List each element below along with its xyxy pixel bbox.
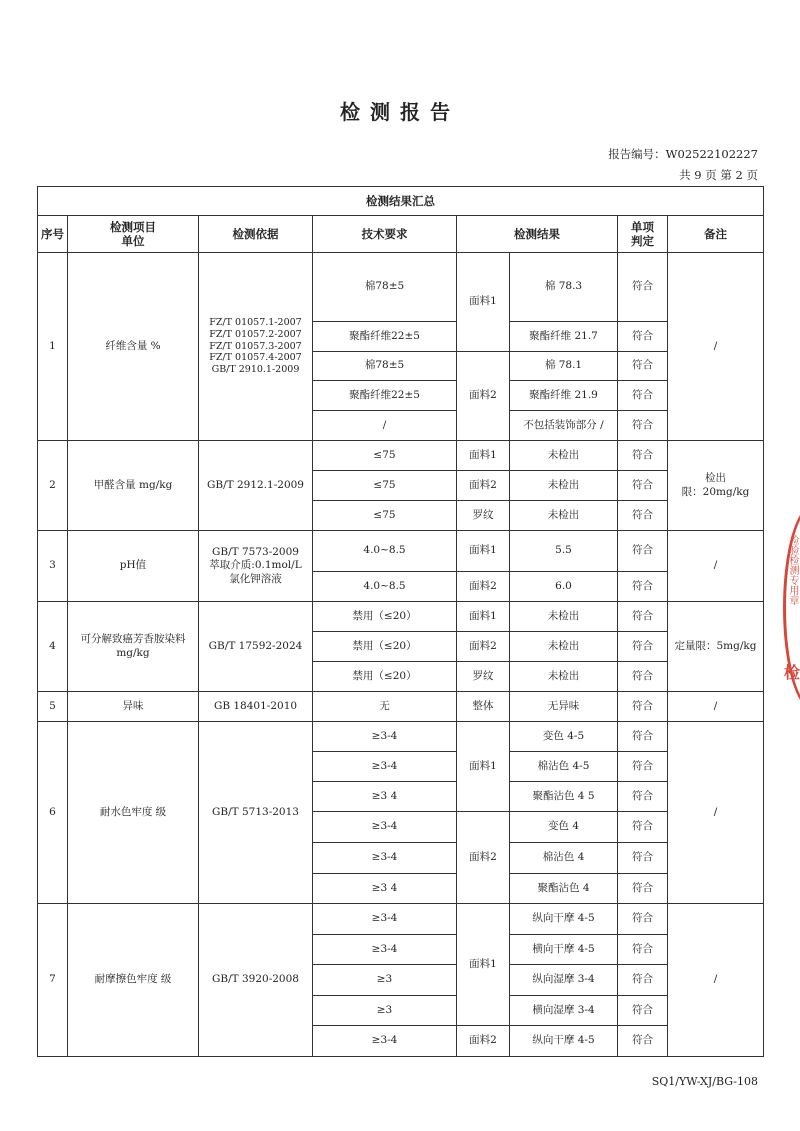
row-item: 纤维含量 %: [68, 253, 199, 441]
row-result: 横向湿摩 3-4: [510, 996, 618, 1026]
row-requirement: ≥3: [313, 965, 457, 996]
header-item: [68, 216, 199, 253]
stamp-char: 检: [784, 663, 800, 682]
row-judge: 符合: [618, 722, 668, 752]
row-judge: 符合: [618, 352, 668, 381]
row-requirement: ≤75: [313, 501, 457, 531]
row-item: [68, 602, 199, 692]
row-result: 棉 78.1: [510, 352, 618, 381]
basis-line: FZ/T 01057.1-2007: [209, 316, 302, 328]
row-judge: 符合: [618, 904, 668, 935]
page-info: 共 9 页 第 2 页: [679, 168, 758, 182]
remark-line1: 检出: [705, 472, 726, 485]
row-part: 面料2: [457, 812, 510, 904]
row-requirement: 棉78±5: [313, 253, 457, 322]
row-result: 未检出: [510, 662, 618, 692]
row-seq: 3: [38, 531, 68, 602]
row-result: 未检出: [510, 632, 618, 662]
table-row: [38, 722, 764, 752]
row-requirement: /: [313, 411, 457, 441]
header-judge-line1: 单项: [631, 219, 654, 234]
row-part: 面料1: [457, 253, 510, 352]
row-remark: [668, 441, 764, 531]
row-part: 面料2: [457, 572, 510, 602]
table-row: [38, 602, 764, 632]
row-result: 未检出: [510, 602, 618, 632]
row-requirement: ≥3-4: [313, 752, 457, 782]
row-judge: 符合: [618, 662, 668, 692]
table-row: [38, 531, 764, 572]
row-requirement: ≥3 4: [313, 782, 457, 812]
row-remark: /: [668, 692, 764, 722]
basis-line: 氯化钾溶液: [229, 572, 282, 585]
header-requirement: 技术要求: [313, 216, 457, 253]
row-result: 聚酯沾色 4 5: [510, 782, 618, 812]
row-part: 面料1: [457, 602, 510, 632]
row-seq: 1: [38, 253, 68, 441]
row-result: 未检出: [510, 441, 618, 471]
row-result: 聚酯纤维 21.9: [510, 381, 618, 411]
row-basis: GB/T 2912.1-2009: [199, 441, 313, 531]
row-judge: 符合: [618, 782, 668, 812]
header-result: 检测结果: [457, 216, 618, 253]
row-part: 面料2: [457, 632, 510, 662]
row-result: 6.0: [510, 572, 618, 602]
row-item: pH值: [68, 531, 199, 602]
header-basis: 检测依据: [199, 216, 313, 253]
row-judge: 符合: [618, 322, 668, 352]
row-judge: 符合: [618, 752, 668, 782]
row-requirement: ≥3: [313, 996, 457, 1026]
remark-line2: 限：20mg/kg: [681, 485, 750, 498]
row-remark: 定量限：5mg/kg: [668, 602, 764, 692]
row-result: 无异味: [510, 692, 618, 722]
row-remark: /: [668, 253, 764, 441]
row-requirement: 聚酯纤维22±5: [313, 381, 457, 411]
row-item: 耐水色牢度 级: [68, 722, 199, 904]
row-result: 棉沾色 4-5: [510, 752, 618, 782]
basis-line: FZ/T 01057.3-2007: [209, 340, 302, 352]
row-basis: [199, 531, 313, 602]
row-requirement: ≥3-4: [313, 1026, 457, 1057]
row-judge: 符合: [618, 253, 668, 322]
header-judge-line2: 判定: [631, 234, 654, 248]
header-item-line2: 单位: [121, 234, 145, 248]
official-stamp: [783, 505, 800, 710]
table-row: [38, 904, 764, 935]
row-result: 未检出: [510, 501, 618, 531]
row-result: 纵向湿摩 3-4: [510, 965, 618, 996]
row-result: 变色 4: [510, 812, 618, 843]
row-judge: 符合: [618, 1026, 668, 1057]
row-result: 棉沾色 4: [510, 843, 618, 874]
item-line1: 可分解致癌芳香胺染料: [80, 633, 186, 646]
row-remark: /: [668, 722, 764, 904]
basis-line: GB/T 2910.1-2009: [211, 364, 300, 376]
row-result: 聚酯纤维 21.7: [510, 322, 618, 352]
row-judge: 符合: [618, 381, 668, 411]
row-judge: 符合: [618, 843, 668, 874]
row-item: 甲醛含量 mg/kg: [68, 441, 199, 531]
row-result: 变色 4-5: [510, 722, 618, 752]
row-result: 聚酯沾色 4: [510, 874, 618, 904]
summary-title: 检测结果汇总: [38, 187, 764, 216]
row-part: 面料2: [457, 471, 510, 501]
row-judge: 符合: [618, 812, 668, 843]
row-requirement: 棉78±5: [313, 352, 457, 381]
row-requirement: ≥3-4: [313, 904, 457, 935]
row-requirement: 无: [313, 692, 457, 722]
row-part: 整体: [457, 692, 510, 722]
row-requirement: ≤75: [313, 441, 457, 471]
row-requirement: 4.0~8.5: [313, 531, 457, 572]
row-part: 面料1: [457, 441, 510, 471]
row-result: 横向干摩 4-5: [510, 935, 618, 965]
row-basis: GB/T 17592-2024: [199, 602, 313, 692]
row-judge: 符合: [618, 441, 668, 471]
header-seq: 序号: [38, 216, 68, 253]
header-remark: 备注: [668, 216, 764, 253]
table-row: [38, 692, 764, 722]
item-line2: mg/kg: [116, 646, 150, 659]
row-result: 不包括装饰部分 /: [510, 411, 618, 441]
row-requirement: 禁用（≤20）: [313, 662, 457, 692]
row-judge: 符合: [618, 471, 668, 501]
row-requirement: ≥3 4: [313, 874, 457, 904]
report-title: 检测报告: [340, 100, 460, 124]
row-seq: 6: [38, 722, 68, 904]
row-seq: 5: [38, 692, 68, 722]
row-requirement: ≥3-4: [313, 812, 457, 843]
row-part: 面料2: [457, 1026, 510, 1057]
row-requirement: ≥3-4: [313, 722, 457, 752]
row-requirement: 禁用（≤20）: [313, 632, 457, 662]
row-part: 罗纹: [457, 501, 510, 531]
basis-line: GB/T 7573-2009: [212, 546, 299, 559]
row-part: 面料1: [457, 531, 510, 572]
basis-line: FZ/T 01057.2-2007: [209, 328, 302, 340]
row-judge: 符合: [618, 996, 668, 1026]
row-part: 面料1: [457, 722, 510, 812]
row-judge: 符合: [618, 965, 668, 996]
row-judge: 符合: [618, 692, 668, 722]
row-result: 未检出: [510, 471, 618, 501]
row-requirement: ≥3-4: [313, 935, 457, 965]
row-judge: 符合: [618, 531, 668, 572]
row-basis: GB/T 5713-2013: [199, 722, 313, 904]
row-seq: 2: [38, 441, 68, 531]
row-item: 耐摩擦色牢度 级: [68, 904, 199, 1057]
form-code: SQ1/YW-XJ/BG-108: [651, 1075, 758, 1088]
table-row: [38, 441, 764, 471]
row-requirement: 4.0~8.5: [313, 572, 457, 602]
row-basis: [199, 253, 313, 441]
table-row: [38, 253, 764, 322]
row-judge: 符合: [618, 632, 668, 662]
header-item-line1: 检测项目: [110, 219, 156, 234]
row-remark: /: [668, 904, 764, 1057]
row-result: 5.5: [510, 531, 618, 572]
report-number: 报告编号：W02522102227: [608, 147, 758, 161]
row-part: 罗纹: [457, 662, 510, 692]
row-judge: 符合: [618, 874, 668, 904]
row-part: 面料2: [457, 352, 510, 441]
row-seq: 4: [38, 602, 68, 692]
row-seq: 7: [38, 904, 68, 1057]
header-judge: [618, 216, 668, 253]
row-requirement: ≤75: [313, 471, 457, 501]
results-summary-table: [37, 186, 764, 1057]
row-remark: /: [668, 531, 764, 602]
row-requirement: 禁用（≤20）: [313, 602, 457, 632]
row-judge: 符合: [618, 572, 668, 602]
row-result: 纵向干摩 4-5: [510, 904, 618, 935]
row-part: 面料1: [457, 904, 510, 1026]
row-judge: 符合: [618, 411, 668, 441]
row-judge: 符合: [618, 501, 668, 531]
row-result: 棉 78.3: [510, 253, 618, 322]
row-requirement: ≥3-4: [313, 843, 457, 874]
stamp-text: 检验检测专用章: [787, 535, 798, 605]
row-result: 纵向干摩 4-5: [510, 1026, 618, 1057]
row-judge: 符合: [618, 935, 668, 965]
row-requirement: 聚酯纤维22±5: [313, 322, 457, 352]
basis-line: FZ/T 01057.4-2007: [209, 352, 302, 364]
row-item: 异味: [68, 692, 199, 722]
row-basis: GB/T 3920-2008: [199, 904, 313, 1057]
row-basis: GB 18401-2010: [199, 692, 313, 722]
row-judge: 符合: [618, 602, 668, 632]
basis-line: 萃取介质:0.1mol/L: [209, 559, 302, 572]
